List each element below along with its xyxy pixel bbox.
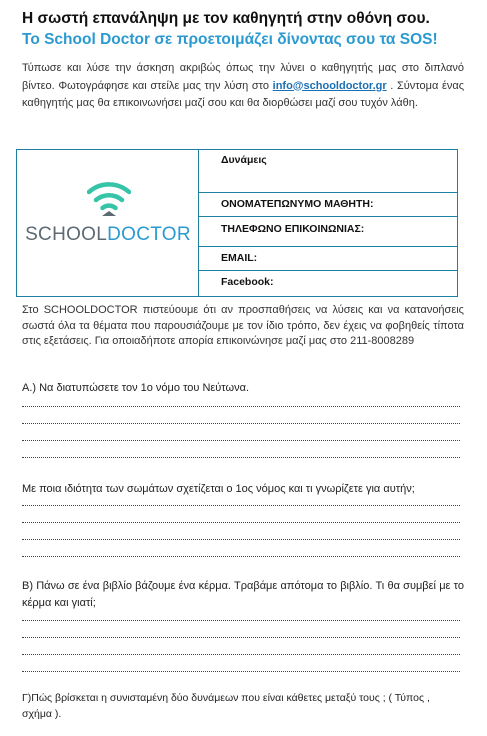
answer-line[interactable] bbox=[22, 406, 460, 407]
email-link[interactable]: info@schooldoctor.gr bbox=[272, 79, 387, 92]
field-label-subject: Δυνάμεις bbox=[221, 154, 267, 166]
field-label-student-name: ΟΝΟΜΑΤΕΠΩΝΥΜΟ ΜΑΘΗΤΗ: bbox=[221, 198, 374, 210]
field-subject[interactable] bbox=[199, 150, 457, 193]
logo-part-school: SCHOOL bbox=[25, 224, 108, 245]
question-a: Α.) Να διατυπώσετε τον 1ο νόμο του Νεύτωνα. bbox=[22, 382, 249, 394]
question-b: Β) Πάνω σε ένα βιβλίο βάζουμε ένα κέρμα. Τραβάμε απότομα το βιβλίο. Τι θα συμβεί με το κέρμα και γιατί; bbox=[22, 580, 464, 609]
page-title: Η σωστή επανάληψη με τον καθηγητή στην οθόνη σου. bbox=[22, 10, 430, 27]
intro-text-before: Τύπωσε και λύσε την άσκηση ακριβώς όπως την λύνει ο καθηγητής μας στο διπλανό βίντεο. Φωτογράφησε και στείλε μας την λύση στο bbox=[22, 62, 464, 92]
answer-line[interactable] bbox=[22, 620, 460, 621]
intro-paragraph bbox=[22, 60, 464, 113]
logo-cell bbox=[17, 150, 199, 296]
page-subtitle: Το School Doctor σε προετοιμάζει δίνοντας σου τα SOS! bbox=[22, 31, 438, 48]
answer-line[interactable] bbox=[22, 457, 460, 458]
field-facebook[interactable] bbox=[199, 271, 457, 296]
logo-part-doctor: DOCTOR bbox=[107, 224, 191, 245]
field-phone[interactable] bbox=[199, 217, 457, 247]
answer-line[interactable] bbox=[22, 654, 460, 655]
field-label-email: EMAIL: bbox=[221, 252, 258, 264]
field-email[interactable] bbox=[199, 247, 457, 271]
field-label-phone: ΤΗΛΕΦΩΝΟ ΕΠΙΚΟΙΝΩΝΙΑΣ: bbox=[221, 223, 365, 235]
question-c: Γ)Πώς βρίσκεται η συνισταμένη δύο δυνάμεων που είναι κάθετες μεταξύ τους ; ( Τύπος , σχήμα ). bbox=[22, 692, 430, 720]
answer-line[interactable] bbox=[22, 440, 460, 441]
student-info-table bbox=[16, 149, 458, 297]
logo-wordmark bbox=[17, 224, 199, 246]
wifi-signal-icon bbox=[87, 178, 131, 218]
answer-line[interactable] bbox=[22, 522, 460, 523]
answer-line[interactable] bbox=[22, 556, 460, 557]
question-inertia: Με ποια ιδιότητα των σωμάτων σχετίζεται ο 1ος νόμος και τι γνωρίζετε για αυτήν; bbox=[22, 483, 415, 495]
info-paragraph: Στο SCHOOLDOCTOR πιστεύουμε ότι αν προσπαθήσεις να λύσεις και να κατανοήσεις σωστά όλα τα θέματα που παρουσιάζουμε με τον ίδιο τρόπο, δεν έχεις να φοβηθείς τίποτα στις εξετάσεις. Για οποιαδήποτε απορία επικοινώνησε μαζί μας στο 211-8008289 bbox=[22, 304, 464, 347]
intro-text-after: . Σύντομα ένας καθηγητής μας θα επικοινωνήσει μαζί σου και θα διορθώσει μαζί σου τυχόν λάθη. bbox=[22, 79, 465, 109]
answer-line[interactable] bbox=[22, 671, 460, 672]
field-label-facebook: Facebook: bbox=[221, 276, 274, 288]
answer-line[interactable] bbox=[22, 423, 460, 424]
answer-line[interactable] bbox=[22, 539, 460, 540]
answer-line[interactable] bbox=[22, 505, 460, 506]
answer-line[interactable] bbox=[22, 637, 460, 638]
field-student-name[interactable] bbox=[199, 193, 457, 217]
